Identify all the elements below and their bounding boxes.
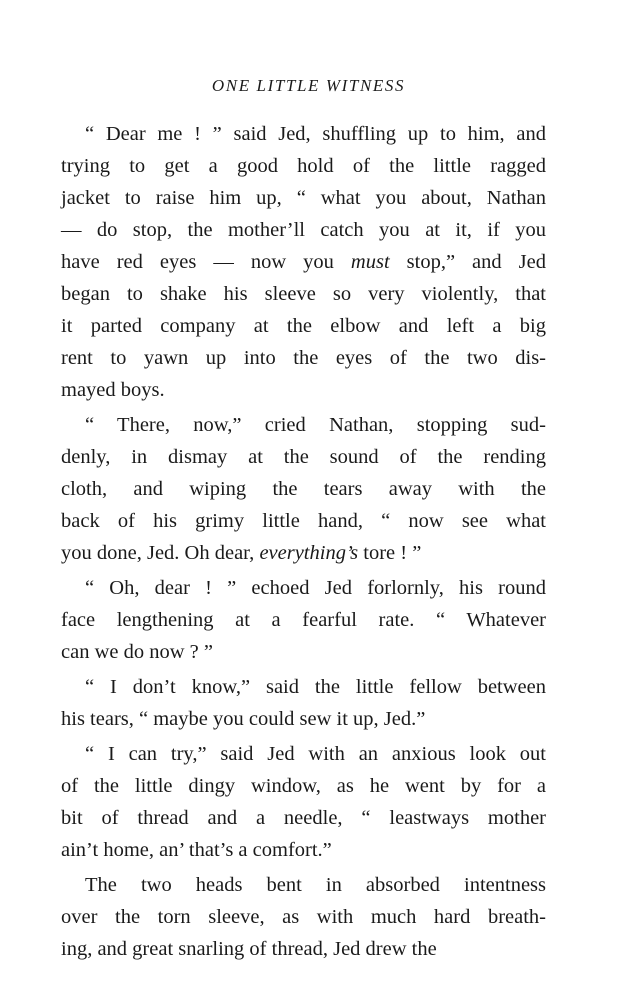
paragraph — [61, 572, 546, 668]
text-line — [61, 246, 546, 278]
text-line: trying to get a good hold of the little ragged — [61, 155, 546, 177]
text-span: you done, Jed. Oh dear, — [61, 542, 260, 564]
paragraph — [61, 738, 546, 866]
text-span: stop,” and Jed — [389, 251, 546, 273]
text-line: denly, in dismay at the sound of the rending — [61, 446, 546, 468]
italic-span: everything’s — [259, 542, 359, 564]
paragraph — [61, 409, 546, 569]
text-line — [61, 537, 546, 569]
text-line: mayed boys. — [61, 379, 165, 401]
paragraph — [61, 671, 546, 735]
text-line: bit of thread and a needle, “ leastways mother — [61, 807, 546, 829]
body-text — [61, 118, 546, 965]
text-line: back of his grimy little hand, “ now see what — [61, 510, 546, 532]
text-line: it parted company at the elbow and left a big — [61, 315, 546, 337]
text-line: over the torn sleeve, as with much hard breath- — [61, 906, 546, 928]
text-line: cloth, and wiping the tears away with the — [61, 478, 546, 500]
text-line: ain’t home, an’ that’s a comfort.” — [61, 839, 332, 861]
text-line: “ I don’t know,” said the little fellow between — [85, 676, 546, 698]
text-span: tore ! ” — [358, 542, 422, 564]
text-line: jacket to raise him up, “ what you about, Nathan — [61, 187, 546, 209]
text-line: his tears, “ maybe you could sew it up, Jed.” — [61, 708, 426, 730]
running-head-title: ONE LITTLE WITNESS — [211, 76, 406, 95]
text-line: face lengthening at a fearful rate. “ Whatever — [61, 609, 546, 631]
text-line: “ There, now,” cried Nathan, stopping sud- — [85, 414, 546, 436]
text-line: The two heads bent in absorbed intentness — [85, 874, 546, 896]
text-line: “ I can try,” said Jed with an anxious look out — [85, 743, 546, 765]
text-line: “ Oh, dear ! ” echoed Jed forlornly, his round — [85, 577, 546, 599]
text-line: — do stop, the mother’ll catch you at it, if you — [61, 219, 546, 241]
text-line: ing, and great snarling of thread, Jed drew the — [61, 938, 437, 960]
text-span: have red eyes — now you — [61, 251, 351, 273]
text-line: “ Dear me ! ” said Jed, shuffling up to him, and — [85, 123, 546, 145]
paragraph — [61, 118, 546, 406]
text-line: can we do now ? ” — [61, 641, 213, 663]
text-line: of the little dingy window, as he went by for a — [61, 775, 546, 797]
paragraph — [61, 869, 546, 965]
text-line: rent to yawn up into the eyes of the two dis- — [61, 347, 546, 369]
italic-span: must — [350, 251, 390, 273]
text-line: began to shake his sleeve so very violently, that — [61, 283, 546, 305]
